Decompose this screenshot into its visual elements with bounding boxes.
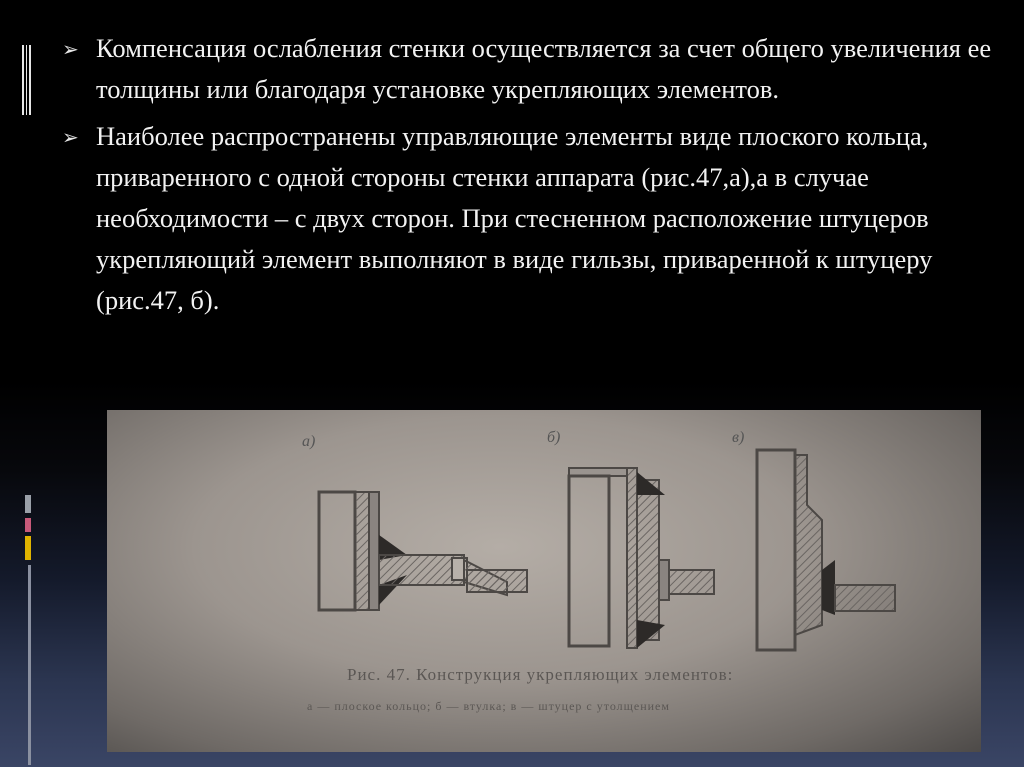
figure-label-b: б) xyxy=(547,429,561,446)
accent-line-vertical xyxy=(28,565,31,765)
accent-bar-pink xyxy=(25,518,31,532)
drawing-c-thickened-nozzle xyxy=(757,450,895,650)
chevron-bullet-icon: ➢ xyxy=(62,39,79,61)
title-decoration-lines xyxy=(22,45,31,115)
drawing-b-sleeve xyxy=(569,468,714,648)
slide-body xyxy=(62,28,992,327)
bullet-item-1 xyxy=(62,28,992,110)
chevron-bullet-icon: ➢ xyxy=(62,127,79,149)
figure-47-photo xyxy=(107,410,981,752)
bullet-text-1: Компенсация ослабления стенки осуществляется за счет общего увеличения ее толщины или благодаря установке укрепляющих элементов. xyxy=(96,33,992,104)
accent-bar-yellow xyxy=(25,536,31,560)
drawing-a-flat-ring xyxy=(319,492,527,610)
bullet-item-2 xyxy=(62,116,992,321)
bullet-text-2: Наиболее распространены управляющие элементы виде плоского кольца, приваренного с одной стороны стенки аппарата (рис.47,а),а в случае необходимости – с двух сторон. При стесненном расположение штуцеров укрепляющий элемент выполняют в виде гильзы, приваренной к штуцеру (рис.47, б). xyxy=(96,121,933,315)
figure-caption-legend: а — плоское кольцо; б — втулка; в — штуцер с утолщением xyxy=(307,699,670,713)
figure-drawing xyxy=(107,410,981,752)
figure-caption-title: Рис. 47. Конструкция укрепляющих элементов: xyxy=(347,665,734,684)
accent-bar-gray xyxy=(25,495,31,513)
figure-label-c: в) xyxy=(732,429,745,446)
figure-label-a: а) xyxy=(302,433,316,450)
